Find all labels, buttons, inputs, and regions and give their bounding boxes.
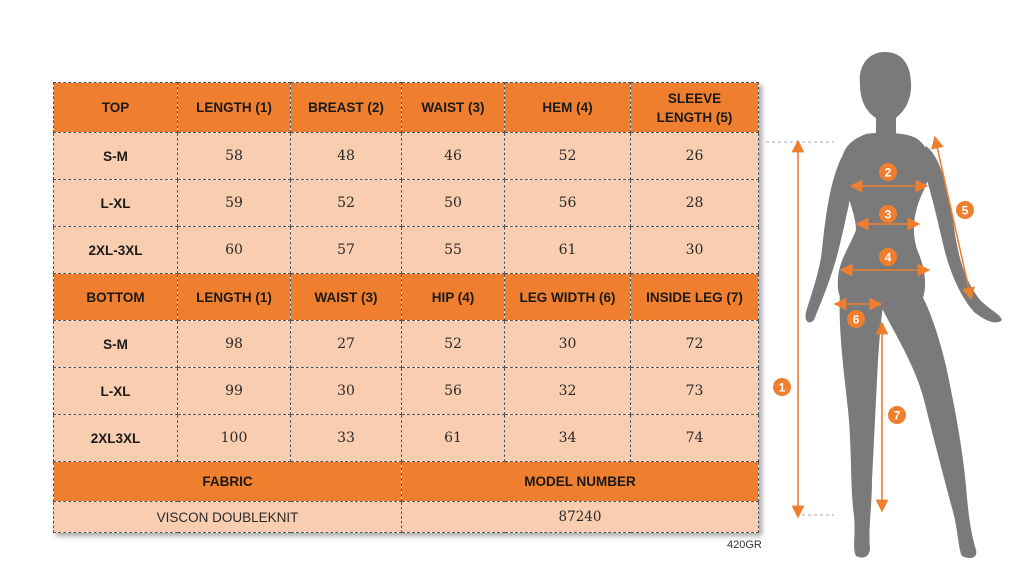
table-cell: 56 — [402, 368, 505, 415]
size-label: L-XL — [54, 368, 178, 415]
size-label: 2XL-3XL — [54, 227, 178, 274]
table-cell: 30 — [291, 368, 402, 415]
right-leg-shape — [878, 296, 976, 558]
top-header-cell: WAIST (3) — [402, 83, 505, 133]
head-shape — [860, 52, 911, 136]
table-row — [54, 180, 759, 227]
marker-7 — [888, 406, 906, 424]
marker-2 — [879, 163, 897, 181]
top-header-cell: HEM (4) — [505, 83, 631, 133]
table-cell: 34 — [505, 415, 631, 462]
table-row — [54, 368, 759, 415]
table-cell: 52 — [402, 321, 505, 368]
woman-silhouette — [805, 52, 1002, 558]
table-cell: 52 — [505, 133, 631, 180]
marker-1-label: 1 — [778, 380, 786, 395]
table-cell: 52 — [291, 180, 402, 227]
size-label: 2XL3XL — [54, 415, 178, 462]
table-cell: 60 — [178, 227, 291, 274]
table-cell: 55 — [402, 227, 505, 274]
left-leg-shape — [840, 290, 884, 558]
table-cell: 59 — [178, 180, 291, 227]
model-number-label: MODEL NUMBER — [402, 462, 759, 502]
table-row — [54, 321, 759, 368]
table-cell: 99 — [178, 368, 291, 415]
table-row — [54, 133, 759, 180]
marker-4-label: 4 — [884, 250, 892, 265]
marker-5 — [956, 201, 974, 219]
table-cell: 30 — [631, 227, 759, 274]
table-cell: 61 — [402, 415, 505, 462]
top-header-cell: BREAST (2) — [291, 83, 402, 133]
marker-2-label: 2 — [884, 165, 892, 180]
footer-value-row — [54, 502, 759, 533]
table-cell: 61 — [505, 227, 631, 274]
size-label: S-M — [54, 321, 178, 368]
fabric-label: FABRIC — [54, 462, 402, 502]
table-row — [54, 227, 759, 274]
table-cell: 30 — [505, 321, 631, 368]
bottom-header-cell: LENGTH (1) — [178, 274, 291, 321]
bottom-header-cell: WAIST (3) — [291, 274, 402, 321]
marker-1 — [773, 378, 791, 396]
marker-3 — [879, 205, 897, 223]
marker-6 — [847, 310, 865, 328]
table-cell: 58 — [178, 133, 291, 180]
size-label: L-XL — [54, 180, 178, 227]
footer-header-row — [54, 462, 759, 502]
size-chart-table — [53, 82, 759, 533]
table-cell: 46 — [402, 133, 505, 180]
table-cell: 98 — [178, 321, 291, 368]
top-header-cell: SLEEVE LENGTH (5) — [631, 83, 759, 133]
table-cell: 48 — [291, 133, 402, 180]
size-label: S-M — [54, 133, 178, 180]
top-header-row — [54, 83, 759, 133]
bottom-header-cell: LEG WIDTH (6) — [505, 274, 631, 321]
measurement-figure — [760, 50, 1010, 565]
table-cell: 33 — [291, 415, 402, 462]
product-code: 420GR — [727, 539, 762, 551]
table-cell: 73 — [631, 368, 759, 415]
table-cell: 28 — [631, 180, 759, 227]
table-cell: 74 — [631, 415, 759, 462]
top-header-cell: TOP — [54, 83, 178, 133]
table-row — [54, 415, 759, 462]
marker-3-label: 3 — [884, 207, 892, 222]
table-cell: 56 — [505, 180, 631, 227]
bottom-header-cell: INSIDE LEG (7) — [631, 274, 759, 321]
model-number-value: 87240 — [402, 502, 759, 533]
table-cell: 50 — [402, 180, 505, 227]
table-cell: 100 — [178, 415, 291, 462]
table-cell: 27 — [291, 321, 402, 368]
bottom-header-row — [54, 274, 759, 321]
table-cell: 26 — [631, 133, 759, 180]
marker-4 — [879, 248, 897, 266]
table-cell: 72 — [631, 321, 759, 368]
bottom-header-cell: HIP (4) — [402, 274, 505, 321]
right-arm-shape — [920, 146, 1002, 322]
table-cell: 57 — [291, 227, 402, 274]
marker-6-label: 6 — [852, 312, 860, 327]
fabric-value: VISCON DOUBLEKNIT — [54, 502, 402, 533]
top-header-cell: LENGTH (1) — [178, 83, 291, 133]
bottom-header-cell: BOTTOM — [54, 274, 178, 321]
table-cell: 32 — [505, 368, 631, 415]
marker-5-label: 5 — [961, 203, 969, 218]
body-silhouette-diagram — [760, 50, 1010, 565]
marker-7-label: 7 — [893, 408, 901, 423]
